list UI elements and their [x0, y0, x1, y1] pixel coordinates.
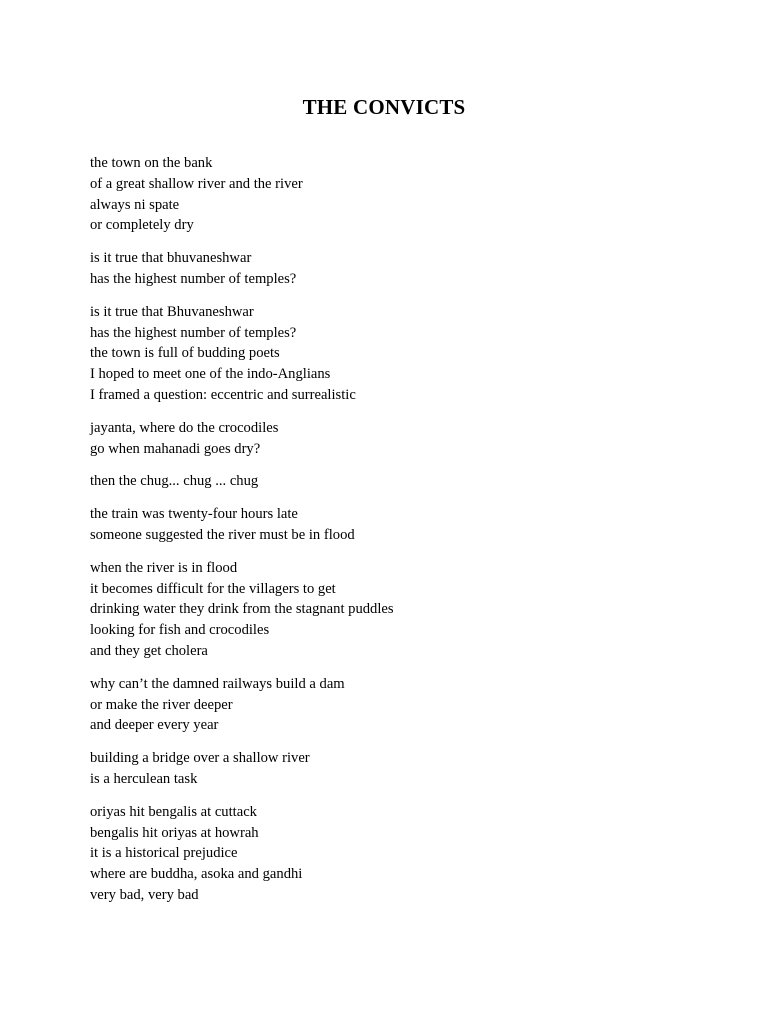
poem-line: I hoped to meet one of the indo-Anglians: [90, 366, 331, 383]
poem-line: looking for fish and crocodiles: [90, 622, 270, 639]
poem-line: it becomes difficult for the villagers to get: [90, 580, 336, 597]
poem-line: when the river is in flood: [90, 559, 238, 576]
stanza: [90, 504, 710, 546]
stanza: [90, 153, 710, 236]
stanza: [90, 418, 710, 460]
poem-line: is a herculean task: [90, 770, 198, 787]
poem-line: and deeper every year: [90, 717, 219, 734]
poem-line: or make the river deeper: [90, 696, 233, 713]
poem-line: I framed a question: eccentric and surrealistic: [90, 386, 356, 403]
poem-line: is it true that Bhuvaneshwar: [90, 303, 254, 320]
poem-line: the town is full of budding poets: [90, 345, 280, 362]
poem-line: jayanta, where do the crocodiles: [90, 419, 279, 436]
poem-line: building a bridge over a shallow river: [90, 750, 310, 767]
poem-line: drinking water they drink from the stagnant puddles: [90, 601, 394, 618]
poem-line: has the highest number of temples?: [90, 270, 297, 287]
stanza: [90, 674, 710, 736]
poem-line: someone suggested the river must be in flood: [90, 526, 355, 543]
stanza: [90, 302, 710, 406]
poem-line: has the highest number of temples?: [90, 324, 297, 341]
poem-line: and they get cholera: [90, 642, 208, 659]
stanza: [90, 471, 710, 492]
poem-line: it is a historical prejudice: [90, 845, 238, 862]
poem-line: or completely dry: [90, 217, 194, 234]
poem-line: very bad, very bad: [90, 886, 199, 903]
poem-line: of a great shallow river and the river: [90, 175, 303, 192]
poem-line: the train was twenty-four hours late: [90, 506, 298, 523]
poem-line: bengalis hit oriyas at howrah: [90, 824, 259, 841]
poem-line: always ni spate: [90, 196, 180, 213]
stanza: [90, 802, 710, 906]
poem-line: the town on the bank: [90, 155, 213, 171]
stanza: [90, 248, 710, 290]
poem-line: oriyas hit bengalis at cuttack: [90, 803, 257, 820]
stanza: [90, 558, 710, 662]
poem-line: then the chug... chug ... chug: [90, 473, 259, 490]
poem-line: where are buddha, asoka and gandhi: [90, 866, 303, 883]
stanza: [90, 748, 710, 790]
poem-title: THE CONVICTS: [302, 95, 466, 119]
poem-body: [90, 153, 710, 918]
poem-line: is it true that bhuvaneshwar: [90, 250, 252, 267]
poem-line: why can’t the damned railways build a dam: [90, 675, 345, 692]
poem-line: go when mahanadi goes dry?: [90, 440, 261, 457]
